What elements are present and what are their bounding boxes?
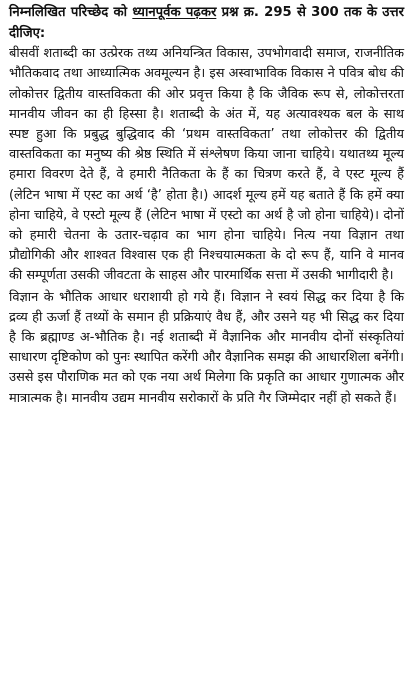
instruction-prefix: निम्नलिखित परिच्छेद को bbox=[9, 5, 133, 20]
passage-paragraph-one: बीसवीं शताब्दी का उत्प्रेरक तथ्य अनियन्त्रित विकास, उपभोगवादी समाज, राजनीतिक भौतिकवाद तथा आध्यात्मिक अवमूल्यन है। इस अस्वाभाविक विकास ने पवित्र बोध की लोकोत्तर द्वितीय वास्तविकता की ओर प्रवृत्त किया है कि जैविक रूप से, लोकोत्तरता मानवीय जीवन का ही हिस्सा है। शताब्दी के अंत में, यह अत्यावश्यक बल के साथ स्पष्ट हुआ कि प्रबुद्ध बुद्धिवाद की ‘प्रथम वास्तविकता’ तथा लोकोत्तर की द्वितीय वास्तविकता का मनुष्य की श्रेष्ठ स्थिति में संश्लेषण किया जाना चाहिये। यथातथ्य मूल्य हमारा विवरण देते हैं, वे हमारी नैतिकता के हैं का चित्रण करते हैं, वे एस्ट मूल्य हैं (लेटिन भाषा में एस्ट का अर्थ ‘है’ होता है।) आदर्श मूल्य हमें यह बताते हैं कि हमें क्या होना चाहिये, वे एस्टो मूल्य हैं (लेटिन भाषा में एस्टो का अर्थ है जो होना चाहिये)। दोनों को हमारी चेतना के उतार-चढ़ाव का भाग होना चाहिये। नित्य नया विज्ञान तथा प्रौद्योगिकी और शाश्वत विश्वास एक ही निश्चयात्मकता के दो रूप हैं, यानि वे मानव की सम्पूर्णता उसकी जीवटता के साहस और पारमार्थिक सत्ता में उसकी भागीदारी है। bbox=[9, 46, 404, 284]
instruction-underlined-phrase: ध्यानपूर्वक पढ़कर bbox=[132, 5, 217, 20]
instruction-suffix: प्रश्न क्र. 295 से 300 तक के उत्तर दीजिए: bbox=[9, 5, 404, 41]
passage-paragraph-two: विज्ञान के भौतिक आधार धराशायी हो गये हैं। विज्ञान ने स्वयं सिद्ध कर दिया है कि द्रव्य ही ऊर्जा हैं तथ्यों के समान ही प्रक्रियाएं वैध हैं, और उसने यह भी सिद्ध कर दिया है कि ब्रह्माण्ड अ-भौतिक है। नई शताब्दी में वैज्ञानिक और मानवीय दोनों संस्कृतियां साधारण दृष्टिकोण को पुनः स्थापित करेंगी और वैज्ञानिक समझ की आधारशिला बनेंगी। उससे इस पौराणिक मत को एक नया अर्थ मिलेगा कि प्रकृति का आधार गुणात्मक और मात्रात्मक है। मानवीय उद्यम मानवीय सरोकारों के प्रति गैर जिम्मेदार नहीं हो सकते हैं। bbox=[9, 289, 404, 406]
passage-instruction-heading bbox=[9, 3, 404, 44]
